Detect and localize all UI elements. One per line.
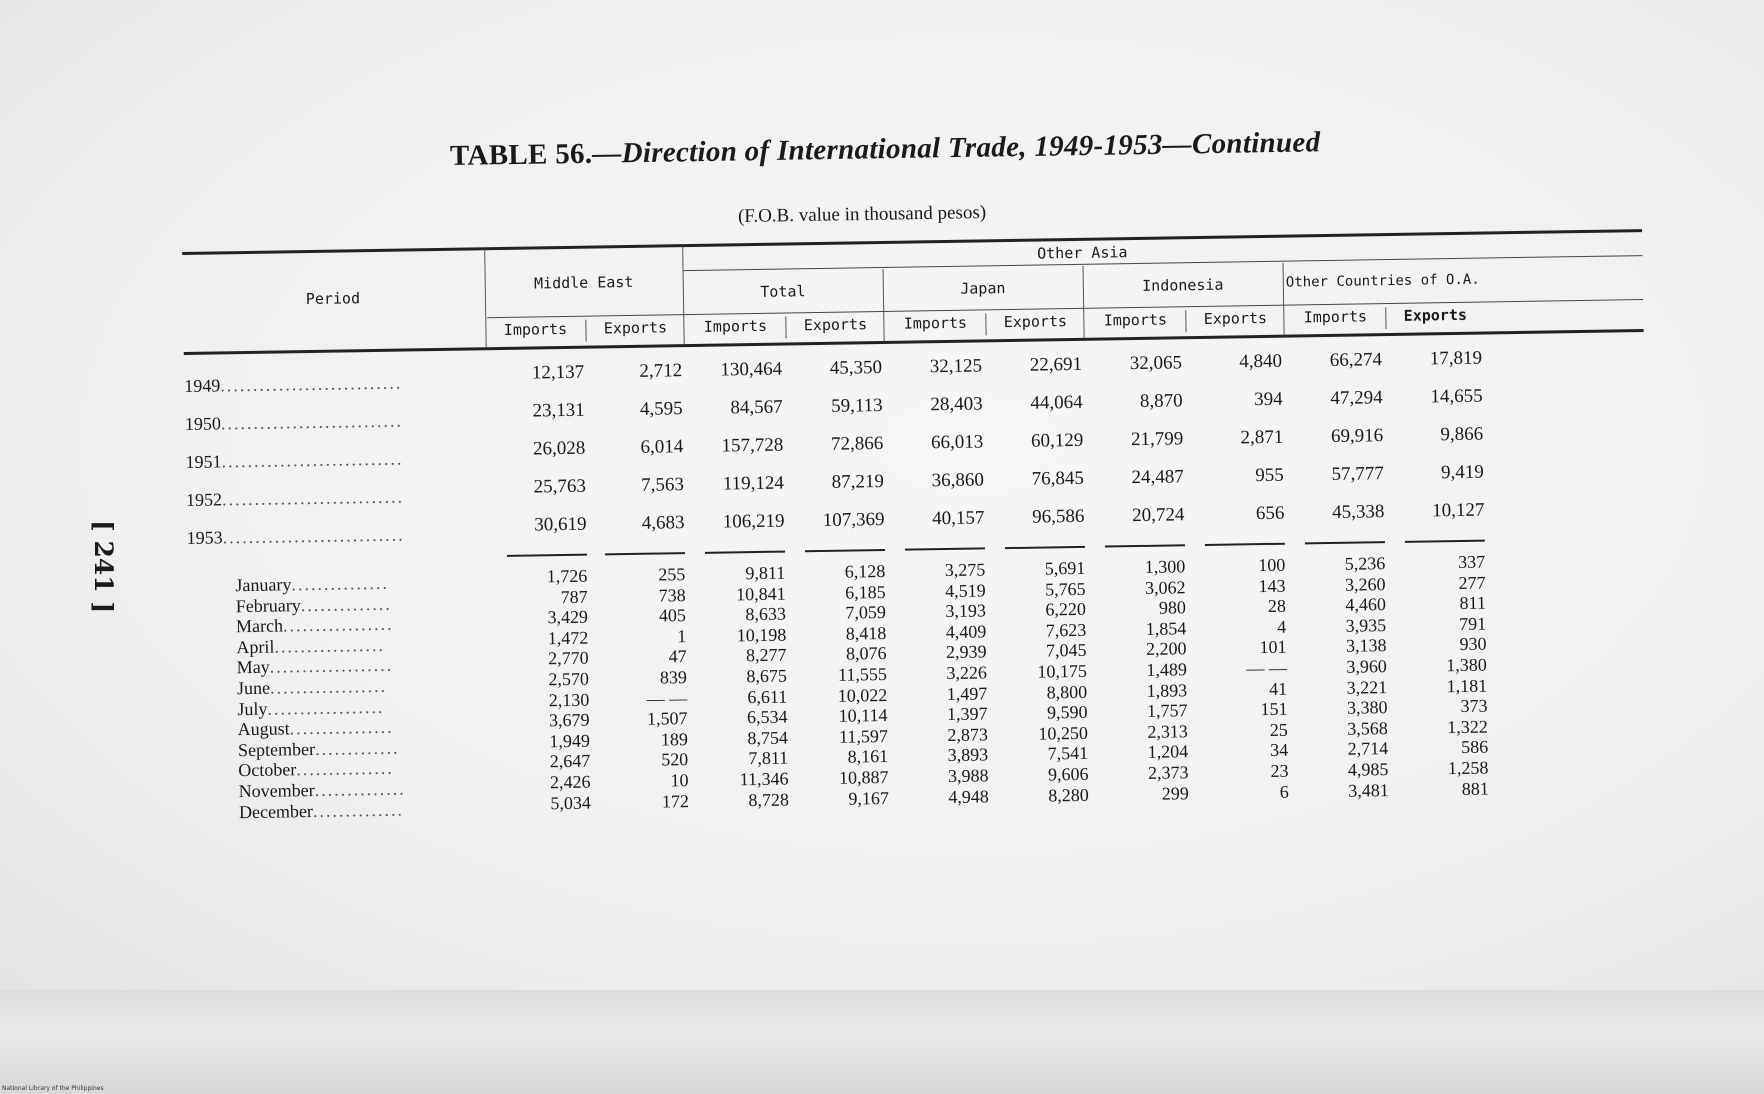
month-cell: 4,985 (1347, 759, 1389, 780)
month-cell: 8,161 (847, 746, 889, 767)
year-cell: 21,799 (1130, 428, 1184, 451)
period-text: 1951 (185, 451, 222, 472)
trade-table (182, 217, 1652, 880)
year-cell: 66,013 (930, 431, 984, 454)
month-cell: 6,611 (747, 686, 788, 707)
month-cell: 10 (670, 770, 689, 791)
month-cell: 299 (1161, 782, 1189, 804)
month-cell: 1,472 (547, 627, 589, 649)
period-text: June (236, 677, 271, 699)
month-cell: 9,811 (745, 562, 786, 584)
month-label (235, 573, 389, 595)
period-text: February (235, 594, 301, 616)
month-cell: 881 (1461, 778, 1489, 799)
dot-leader: ............................ (221, 486, 405, 510)
month-cell: 5,236 (1344, 553, 1386, 574)
period-text: September (237, 738, 316, 760)
header-japan: Japan (960, 279, 1006, 298)
month-cell: 6,534 (746, 706, 788, 728)
month-label (239, 799, 404, 822)
month-label (239, 779, 406, 802)
year-cell: 66,274 (1329, 349, 1383, 371)
month-cell: 5,691 (1044, 557, 1086, 579)
year-cell: 60,129 (1030, 429, 1084, 452)
month-cell: 1,497 (946, 683, 988, 704)
subheader-exports: Exports (1203, 308, 1268, 328)
month-cell: 520 (661, 749, 689, 770)
month-cell: 6 (1279, 781, 1289, 802)
year-cell: 25,763 (533, 475, 587, 498)
month-cell: 143 (1258, 575, 1286, 596)
month-cell: 586 (1460, 736, 1489, 758)
year-cell: 96,586 (1032, 505, 1085, 528)
month-cell: 2,873 (947, 724, 989, 745)
month-label (237, 696, 384, 718)
subheader-exports: Exports (1403, 305, 1468, 325)
month-cell: 7,045 (1045, 640, 1087, 661)
header-total: Total (760, 282, 806, 301)
dot-leader: ................ (289, 716, 394, 739)
month-cell: 2,714 (1347, 738, 1389, 760)
month-cell: 23 (1270, 760, 1289, 781)
month-cell: 9,606 (1047, 763, 1089, 785)
period-text: December (238, 800, 314, 822)
year-cell: 72,866 (830, 433, 884, 455)
column-underline (905, 547, 985, 550)
month-cell: 3,988 (947, 765, 989, 787)
month-cell: 1,300 (1144, 556, 1186, 577)
year-cell: 45,350 (829, 357, 883, 379)
month-cell: 738 (658, 584, 686, 606)
year-cell: 9,866 (1440, 423, 1484, 446)
month-cell: — — (1246, 657, 1288, 679)
month-cell: 41 (1269, 678, 1288, 699)
month-cell: 3,260 (1344, 573, 1386, 595)
month-cell: 1,726 (546, 565, 588, 587)
month-cell: 4 (1277, 616, 1287, 637)
year-cell: 394 (1253, 388, 1283, 411)
period-text: July (237, 698, 268, 719)
column-underline (605, 552, 685, 555)
month-label (236, 614, 394, 636)
month-cell: 8,728 (748, 789, 790, 810)
dot-leader: ............................ (221, 448, 404, 472)
period-text: 1953 (186, 527, 223, 548)
year-cell: 59,113 (830, 395, 883, 417)
year-cell: 12,137 (531, 361, 585, 384)
header-other-countries: Other Countries of O.A. (1285, 271, 1480, 291)
month-cell: 4,460 (1345, 594, 1387, 615)
year-cell: 87,219 (831, 471, 885, 493)
header-other-asia: Other Asia (1037, 243, 1128, 263)
month-cell: 1,489 (1146, 659, 1188, 680)
month-cell: 34 (1269, 740, 1289, 761)
year-cell: 32,125 (929, 355, 983, 378)
year-cell: 106,219 (722, 510, 785, 533)
dot-leader: ................. (282, 613, 394, 636)
month-cell: 7,541 (1047, 743, 1089, 764)
column-underline (507, 554, 587, 557)
dot-leader: ................. (274, 634, 386, 657)
month-cell: 3,193 (945, 600, 987, 622)
year-cell: 130,464 (720, 358, 783, 381)
year-cell: 76,845 (1031, 467, 1085, 490)
dot-leader: ............... (296, 758, 394, 780)
year-cell: 69,916 (1330, 425, 1384, 447)
month-cell: 1,204 (1147, 741, 1189, 763)
month-cell: 25 (1269, 719, 1288, 740)
month-cell: 11,346 (739, 768, 789, 790)
year-cell: 10,127 (1431, 499, 1485, 522)
month-cell: 9,167 (848, 787, 890, 809)
month-label (238, 717, 394, 739)
month-cell: 3,062 (1144, 576, 1186, 598)
year-cell: 157,728 (721, 434, 784, 457)
column-underline (1005, 546, 1085, 549)
month-cell: 277 (1458, 572, 1486, 593)
year-cell: 4,683 (641, 512, 685, 534)
month-cell: 5,765 (1044, 578, 1086, 600)
month-cell: 1,949 (549, 730, 591, 752)
month-cell: 1,258 (1447, 757, 1489, 779)
month-cell: 4,409 (945, 621, 987, 642)
month-cell: 10,841 (735, 583, 786, 604)
month-cell: 1,397 (946, 703, 988, 725)
month-label (238, 758, 394, 780)
month-cell: 337 (1458, 551, 1486, 572)
month-cell: 3,960 (1346, 656, 1387, 677)
month-label (236, 635, 385, 657)
subheader-exports: Exports (1003, 312, 1068, 332)
dot-leader: .................. (269, 675, 388, 698)
month-cell: 7,059 (845, 602, 887, 623)
column-underline (1205, 543, 1285, 546)
other-asia-rule (683, 255, 1643, 271)
year-cell: 44,064 (1030, 391, 1083, 414)
dot-leader: ............................ (222, 524, 405, 548)
year-cell: 20,724 (1132, 504, 1185, 527)
dot-leader: ................... (269, 655, 394, 678)
month-cell: 1,757 (1146, 700, 1188, 722)
month-cell: 3,893 (947, 744, 989, 766)
month-cell: 2,770 (547, 648, 589, 669)
month-cell: 1,322 (1447, 716, 1488, 737)
month-cell: 8,754 (747, 727, 789, 748)
header-middle-east: Middle East (533, 272, 634, 293)
month-cell: 172 (661, 790, 690, 812)
period-text: 1950 (184, 413, 222, 434)
dot-leader: .................. (267, 696, 385, 719)
year-cell: 23,131 (532, 399, 585, 422)
month-label (237, 655, 394, 677)
dot-leader: ............................ (220, 372, 403, 396)
year-cell: 9,419 (1440, 461, 1484, 484)
year-cell: 4,595 (639, 398, 683, 420)
period-text: October (238, 759, 297, 781)
month-cell: 405 (658, 605, 687, 626)
year-cell: 656 (1255, 502, 1285, 525)
header-indonesia: Indonesia (1142, 275, 1224, 295)
month-cell: 1,893 (1146, 679, 1188, 701)
month-cell: 5,034 (550, 792, 592, 813)
year-cell: 36,860 (931, 469, 985, 492)
month-cell: 8,277 (745, 644, 787, 666)
month-cell: 3,275 (944, 559, 986, 581)
month-cell: 2,647 (549, 751, 591, 772)
year-cell: 30,619 (534, 513, 587, 536)
subheader-imports: Imports (1103, 310, 1168, 330)
month-cell: 8,418 (845, 622, 887, 644)
month-cell: 8,280 (1048, 784, 1089, 806)
year-cell: 40,157 (932, 507, 985, 530)
month-cell: 8,800 (1046, 681, 1088, 703)
year-cell: 6,014 (640, 436, 684, 458)
month-cell: 28 (1267, 595, 1287, 617)
month-cell: 10,022 (837, 684, 888, 706)
dot-leader: .............. (300, 593, 392, 615)
month-cell: 373 (1460, 695, 1488, 717)
year-cell: 47,294 (1330, 387, 1383, 409)
column-underline (1305, 541, 1385, 544)
page-number: [ 241 ] (89, 520, 118, 614)
month-cell: 10,198 (736, 624, 787, 646)
period-text: May (236, 657, 270, 678)
year-label (185, 449, 403, 473)
month-cell: 3,380 (1346, 697, 1388, 718)
table-subtitle: (F.O.B. value in thousand pesos) (737, 202, 987, 227)
year-label (187, 525, 405, 549)
month-label (238, 737, 400, 760)
year-cell: 22,691 (1029, 353, 1083, 376)
month-cell: 2,200 (1145, 638, 1187, 660)
month-cell: 11,597 (838, 725, 889, 747)
dot-leader: ............... (291, 572, 390, 595)
month-cell: 11,555 (837, 663, 888, 685)
subheader-exports: Exports (803, 315, 868, 335)
year-cell: 14,655 (1430, 385, 1483, 408)
period-text: 1952 (185, 489, 223, 510)
month-cell: 47 (668, 646, 687, 667)
month-cell: 2,373 (1147, 762, 1189, 783)
month-cell: 189 (660, 728, 689, 750)
year-cell: 32,065 (1129, 352, 1183, 375)
month-cell: 8,633 (745, 603, 787, 625)
column-underline (1405, 540, 1485, 543)
month-cell: 980 (1158, 597, 1187, 618)
period-text: January (235, 574, 292, 596)
month-cell: 4,519 (944, 580, 986, 601)
period-text: 1949 (184, 375, 221, 396)
month-cell: 9,590 (1046, 702, 1088, 723)
year-cell: 28,403 (930, 393, 983, 416)
month-cell: 3,221 (1346, 676, 1388, 698)
year-cell: 26,028 (532, 437, 586, 460)
period-text: April (236, 636, 275, 657)
dot-leader: .............. (314, 778, 406, 800)
year-cell: 2,871 (1240, 426, 1284, 449)
month-cell: 7,623 (1045, 619, 1087, 641)
month-cell: 3,429 (547, 606, 589, 628)
month-cell: 8,076 (845, 643, 887, 665)
month-cell: 1 (677, 625, 687, 647)
subheader-exports: Exports (603, 318, 668, 338)
month-cell: 6,185 (844, 581, 886, 603)
month-cell: 787 (560, 586, 588, 607)
month-cell: 2,570 (548, 668, 590, 690)
month-cell: 811 (1459, 592, 1487, 614)
month-cell: 10,887 (838, 766, 889, 788)
month-cell: 151 (1260, 698, 1288, 720)
month-cell: 7,811 (748, 747, 789, 769)
dot-leader: ............................ (220, 410, 404, 434)
year-cell: 7,563 (640, 474, 685, 496)
month-cell: 10,114 (838, 705, 888, 726)
year-label (184, 373, 402, 397)
year-cell: 45,338 (1332, 501, 1385, 523)
month-cell: 1,181 (1446, 675, 1488, 696)
subheader-imports: Imports (1303, 307, 1368, 327)
title-main: —Direction of International Trade, 1949-1953—Continued (592, 126, 1321, 170)
subheader-imports: Imports (703, 316, 768, 336)
month-cell: 10,175 (1037, 660, 1088, 682)
year-cell: 57,777 (1331, 463, 1384, 485)
year-cell: 24,487 (1131, 466, 1185, 489)
year-cell: 84,567 (730, 396, 783, 419)
month-cell: — — (646, 687, 688, 709)
scan-margin (0, 990, 1764, 1094)
period-text: November (238, 779, 315, 802)
library-footer: National Library of the Philippines (2, 1085, 104, 1092)
month-cell: 2,426 (549, 771, 591, 793)
year-cell: 107,369 (822, 509, 885, 531)
month-cell: 839 (659, 667, 688, 688)
month-cell: 3,481 (1348, 779, 1389, 801)
month-cell: 6,220 (1045, 599, 1087, 620)
month-cell: 791 (1459, 613, 1487, 634)
month-cell: 930 (1459, 633, 1487, 655)
month-cell: 1,507 (646, 708, 688, 729)
header-period: Period (305, 289, 361, 309)
year-label (186, 487, 404, 511)
year-cell: 8,870 (1139, 390, 1183, 412)
month-label (237, 676, 387, 698)
month-cell: 100 (1258, 554, 1286, 576)
subheader-imports: Imports (903, 313, 968, 333)
month-cell: 1,380 (1446, 654, 1487, 676)
month-cell: 101 (1259, 637, 1287, 658)
month-cell: 4,948 (948, 785, 989, 807)
title-prefix: TABLE 56. (449, 137, 593, 172)
month-cell: 2,313 (1147, 721, 1188, 742)
year-cell: 955 (1255, 464, 1284, 487)
month-cell: 1,854 (1145, 618, 1187, 639)
subheader-imports: Imports (503, 319, 568, 339)
period-text: August (237, 718, 290, 740)
column-underline (805, 549, 885, 552)
year-label (185, 411, 403, 435)
month-label (236, 593, 392, 615)
month-cell: 6,128 (844, 560, 886, 582)
month-cell: 3,679 (548, 709, 590, 731)
period-text: March (235, 615, 284, 637)
month-cell: 2,939 (945, 641, 987, 663)
month-cell: 8,675 (746, 665, 788, 687)
month-cell: 3,935 (1345, 614, 1387, 636)
year-cell: 119,124 (722, 472, 785, 495)
month-cell: 255 (658, 564, 686, 585)
month-cell: 3,568 (1347, 717, 1388, 739)
month-cell: 3,138 (1345, 635, 1387, 657)
column-underline (1105, 544, 1185, 547)
year-cell: 4,840 (1239, 350, 1283, 373)
month-cell: 10,250 (1038, 722, 1089, 744)
month-cell: 2,130 (548, 689, 590, 710)
year-cell: 17,819 (1429, 347, 1483, 370)
dot-leader: .............. (312, 799, 405, 821)
year-cell: 2,712 (639, 360, 683, 382)
column-underline (705, 551, 785, 554)
dot-leader: ............. (314, 737, 400, 759)
month-cell: 3,226 (946, 662, 988, 684)
